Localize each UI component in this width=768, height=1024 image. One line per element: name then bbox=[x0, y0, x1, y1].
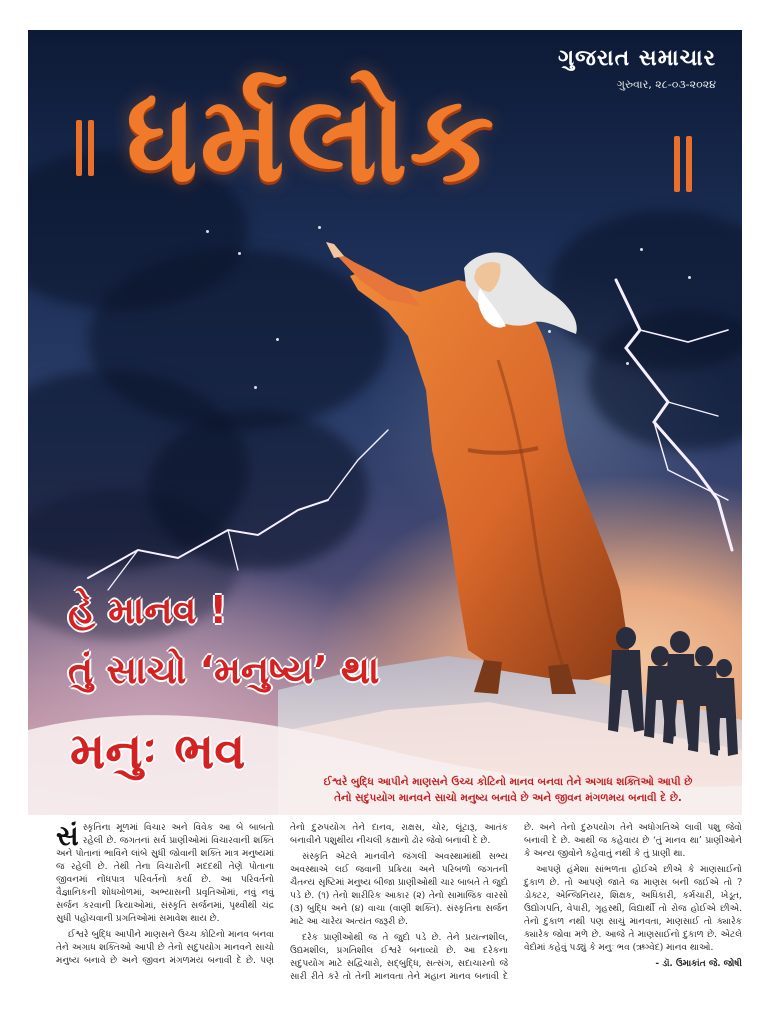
article-paragraph: આપણે હંમેશા સાંભળતા હોઈએ છીએ કે માણસાઈનો દુકાળ છે. તો આપણે જાતે જ માણસ બની જઈએ તો ? ડોક્ટર, એન્જિનિયર, શિક્ષક, અધિકારી, કર્મચારી, ખેડૂત, ઉદ્યોગપતિ, વેપારી, ગૃહસ્થી, વિદ્યાર્થી તો રોજ હોઈએ છીએ. તેનો દુકાળ નથી પણ સાચું માનવતા, માણસાઈ તો ક્યારેક ક્યારેક જોવા મળે છે. આજે તે માણસાઈનો દુકાળ છે. એટલે વેદોમાં કહેવું પડ્યું કે મનુઃ ભવ (ઋગ્વેદ) માનવ થાઓ. bbox=[524, 865, 742, 953]
deck-text bbox=[308, 774, 708, 806]
article-body bbox=[56, 819, 742, 994]
paragraph-text: સ્કૃતિના મૂળમાં વિચાર અને વિવેક આ બે બાબતો રહેલી છે. જગતનાં સર્વ પ્રાણીઓમાં વિચારવાની શક્તિ અને પોતાનાં ભાવિને લાંબે સુધી જોવાની શક્તિ માત્ર મનુષ્યમાં જ રહેલી છે. તેથી તેના વિચારોની મદદથી તેણે પોતાના જીવનમાં નોંધપાત્ર પરિવર્તનો કર્યા છે. આ પરિવર્તનો વૈજ્ઞાનિકની શોધખોળમાં, અભ્યાસની પ્રવૃતિઓમાં, નવું નવું સર્જન કરવાની ક્રિયાઓમાં, સંસ્કૃતિ સર્જનમાં, પૃથ્વીથી ચંદ્ર સુધી પહોંચવાની પ્રગતિઓમાં સમાવેશ થાય છે. bbox=[56, 823, 274, 924]
newspaper-name: ગુજરાત સમાચાર bbox=[558, 46, 716, 71]
deck-line-2: તેનો સદુપયોગ માનવને સાચો મનુષ્ય બનાવે છે અને જીવન મંગળમય બનાવી દે છે. bbox=[334, 792, 682, 804]
article-paragraph: સંસ્કૃતિ એટલે માનવીને જંગલી અવસ્થામાંથી સભ્ય અવસ્થાએ લઈ જવાની પ્રક્રિયા અને પરિબળો જગતની ચૈતન્ય સૃષ્ટિમાં મનુષ્ય બીજા પ્રાણીઓથી ચાર બાબતે તે જુદો પડે છે. (૧) તેનો શારીરિક આકાર (૨) તેનો સામાજિક વારસો (૩) બુદ્ધિ અને (૪) વાચા (વાણી શક્તિ). સંસ્કૃતિના સર્જન માટે આ ચારેય અત્યંત જરૂરી છે. bbox=[290, 852, 508, 927]
publication-date: ગુરુવાર, ૨૮-૦૩-૨૦૨૪ bbox=[616, 78, 716, 91]
newspaper-page bbox=[28, 30, 742, 994]
masthead-title: ધર્મલોક bbox=[126, 68, 497, 209]
deck-line-1: ઈશ્વરે બુદ્ધિ આપીને માણસને ઉચ્ચ કોટિનો માનવ બનવા તેને અગાધ શક્તિઓ આપી છે bbox=[323, 776, 693, 788]
drop-cap: સં bbox=[56, 819, 79, 852]
cover-illustration bbox=[28, 30, 742, 815]
author-byline: - ડૉ. ઉમાકાંત જે. જોષી bbox=[655, 959, 742, 969]
headline-line-1: હે માનવ ! bbox=[68, 588, 227, 632]
article-paragraph: ઈશ્વરે બુદ્ધિ આપીને માણસને ઉચ્ચ કોટિનો માનવ બનવા તેને અગાધ શક્તિઓ આપી છે તેનો સદુપયોગ માનવને સાચો મનુષ્ય બનાવે છે અને જીવન મંગળમય બનાવી દે છે. પણ તેનો દુરુપયોગ તેને દાનવ, રાક્ષસ, ચોર, લૂંટારૂ, આતંક બનાવીને પશુથીય નીચલી કક્ષાનો ઢોર જેવો બનાવી દે છે. bbox=[56, 823, 508, 966]
headline-line-2: તું સાચો ‘મનુષ્ય’ થા bbox=[68, 648, 380, 692]
left-ornament-icon bbox=[76, 120, 98, 176]
sage-figure bbox=[326, 242, 632, 694]
article-paragraph bbox=[56, 819, 274, 926]
right-ornament-icon bbox=[674, 136, 696, 192]
headline-line-3: મનુઃ ભવ bbox=[70, 722, 246, 780]
article-paragraph: દરેક પ્રાણીઓથી જ તે જુદો પડે છે. તેને પ્રયત્નશીલ, ઉદ્યમશીલ, પ્રગતિશીલ ઈશ્વરે બનાવ્યો છે. આ દરેકના સદુપયોગ માટે સદ્વિચારો, સદ્બુદ્ધિ, સત્સંગ, સદાચારનો જે સારી રીતે કરે તો તેની માનવતા તેને મહાન માનવ બનાવી દે છે. અને તેનો દુરુપયોગ તેને અધોગતિએ લાવી પશુ જેવો બનાવી દે છે. આથી જ કહેવાય છે ‘તું માનવ થા’ પ્રાણીઓને કે અન્ય જીવોને કહેવાતું નથી કે તું પ્રાણી થા. bbox=[290, 823, 742, 982]
